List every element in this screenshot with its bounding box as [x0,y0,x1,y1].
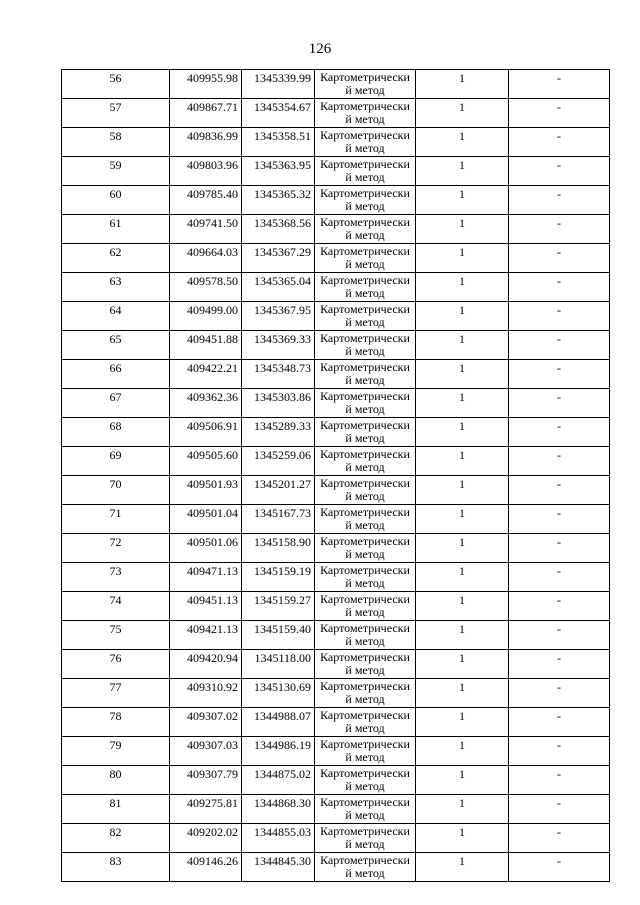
table-row [62,737,610,766]
method-line-1: Картометрически [320,418,410,432]
x-coordinate-cell: 409664.03 [170,244,242,273]
coordinates-table [61,69,610,882]
x-coordinate-cell: 409578.50 [170,273,242,302]
y-coordinate-cell: 1344845.30 [242,853,315,882]
method-cell [315,360,416,389]
method-cell [315,650,416,679]
accuracy-cell: 1 [416,621,509,650]
table-row [62,244,610,273]
table-row [62,621,610,650]
accuracy-cell: 1 [416,157,509,186]
table-row [62,186,610,215]
x-coordinate-cell: 409422.21 [170,360,242,389]
y-coordinate-cell: 1345365.04 [242,273,315,302]
method-line-1: Картометрически [320,157,410,171]
method-cell [315,418,416,447]
accuracy-cell: 1 [416,563,509,592]
point-number-cell: 71 [62,505,170,534]
accuracy-cell: 1 [416,99,509,128]
note-cell: - [509,737,610,766]
method-cell [315,389,416,418]
note-cell: - [509,331,610,360]
method-line-1: Картометрически [320,273,410,287]
table-row [62,302,610,331]
method-cell [315,795,416,824]
accuracy-cell: 1 [416,302,509,331]
method-line-1: Картометрически [320,592,410,606]
y-coordinate-cell: 1345358.51 [242,128,315,157]
note-cell: - [509,650,610,679]
method-cell [315,99,416,128]
note-cell: - [509,157,610,186]
method-cell [315,70,416,99]
y-coordinate-cell: 1345303.86 [242,389,315,418]
x-coordinate-cell: 409506.91 [170,418,242,447]
table-row [62,447,610,476]
y-coordinate-cell: 1345368.56 [242,215,315,244]
x-coordinate-cell: 409310.92 [170,679,242,708]
method-line-2: й метод [345,750,385,764]
x-coordinate-cell: 409275.81 [170,795,242,824]
method-cell [315,766,416,795]
method-line-1: Картометрически [320,302,410,316]
method-line-2: й метод [345,663,385,677]
accuracy-cell: 1 [416,389,509,418]
x-coordinate-cell: 409501.06 [170,534,242,563]
x-coordinate-cell: 409421.13 [170,621,242,650]
y-coordinate-cell: 1344855.03 [242,824,315,853]
point-number-cell: 58 [62,128,170,157]
method-line-1: Картометрически [320,679,410,693]
note-cell: - [509,389,610,418]
method-line-1: Картометрически [320,99,410,113]
note-cell: - [509,824,610,853]
note-cell: - [509,215,610,244]
table-row [62,99,610,128]
accuracy-cell: 1 [416,824,509,853]
method-line-2: й метод [345,605,385,619]
table-row [62,592,610,621]
accuracy-cell: 1 [416,505,509,534]
method-line-1: Картометрически [320,534,410,548]
x-coordinate-cell: 409955.98 [170,70,242,99]
table-row [62,534,610,563]
x-coordinate-cell: 409471.13 [170,563,242,592]
accuracy-cell: 1 [416,708,509,737]
x-coordinate-cell: 409803.96 [170,157,242,186]
note-cell: - [509,795,610,824]
point-number-cell: 79 [62,737,170,766]
note-cell: - [509,99,610,128]
y-coordinate-cell: 1345354.67 [242,99,315,128]
method-cell [315,331,416,360]
accuracy-cell: 1 [416,679,509,708]
y-coordinate-cell: 1345339.99 [242,70,315,99]
method-cell [315,447,416,476]
accuracy-cell: 1 [416,128,509,157]
x-coordinate-cell: 409451.88 [170,331,242,360]
method-line-1: Картометрически [320,708,410,722]
method-cell [315,157,416,186]
y-coordinate-cell: 1345167.73 [242,505,315,534]
method-cell [315,737,416,766]
table-row [62,360,610,389]
method-line-1: Картометрически [320,128,410,142]
accuracy-cell: 1 [416,592,509,621]
table-row [62,70,610,99]
note-cell: - [509,621,610,650]
accuracy-cell: 1 [416,766,509,795]
x-coordinate-cell: 409501.04 [170,505,242,534]
table-row [62,157,610,186]
x-coordinate-cell: 409420.94 [170,650,242,679]
x-coordinate-cell: 409867.71 [170,99,242,128]
y-coordinate-cell: 1345363.95 [242,157,315,186]
note-cell: - [509,563,610,592]
table-row [62,505,610,534]
method-line-1: Картометрически [320,795,410,809]
method-line-2: й метод [345,576,385,590]
method-line-1: Картометрически [320,244,410,258]
point-number-cell: 72 [62,534,170,563]
method-line-1: Картометрически [320,476,410,490]
y-coordinate-cell: 1345118.00 [242,650,315,679]
y-coordinate-cell: 1345365.32 [242,186,315,215]
method-cell [315,853,416,882]
method-line-1: Картометрически [320,650,410,664]
method-line-2: й метод [345,721,385,735]
note-cell: - [509,534,610,563]
method-line-2: й метод [345,199,385,213]
note-cell: - [509,418,610,447]
point-number-cell: 56 [62,70,170,99]
table-row [62,128,610,157]
x-coordinate-cell: 409501.93 [170,476,242,505]
point-number-cell: 70 [62,476,170,505]
point-number-cell: 80 [62,766,170,795]
method-line-2: й метод [345,344,385,358]
method-cell [315,679,416,708]
table-row [62,766,610,795]
note-cell: - [509,708,610,737]
x-coordinate-cell: 409836.99 [170,128,242,157]
point-number-cell: 78 [62,708,170,737]
x-coordinate-cell: 409202.02 [170,824,242,853]
note-cell: - [509,447,610,476]
accuracy-cell: 1 [416,737,509,766]
point-number-cell: 67 [62,389,170,418]
method-cell [315,563,416,592]
method-cell [315,505,416,534]
x-coordinate-cell: 409307.03 [170,737,242,766]
method-cell [315,592,416,621]
method-line-2: й метод [345,547,385,561]
method-line-1: Картометрически [320,766,410,780]
x-coordinate-cell: 409505.60 [170,447,242,476]
accuracy-cell: 1 [416,447,509,476]
y-coordinate-cell: 1345159.27 [242,592,315,621]
table-row [62,418,610,447]
table-row [62,476,610,505]
point-number-cell: 68 [62,418,170,447]
method-line-2: й метод [345,257,385,271]
note-cell: - [509,360,610,389]
table-row [62,273,610,302]
method-line-1: Картометрически [320,563,410,577]
point-number-cell: 73 [62,563,170,592]
accuracy-cell: 1 [416,215,509,244]
note-cell: - [509,244,610,273]
method-line-2: й метод [345,402,385,416]
method-line-2: й метод [345,866,385,880]
method-line-2: й метод [345,112,385,126]
note-cell: - [509,302,610,331]
method-line-2: й метод [345,83,385,97]
method-line-2: й метод [345,228,385,242]
table-row [62,389,610,418]
table-row [62,563,610,592]
method-line-2: й метод [345,837,385,851]
method-line-2: й метод [345,460,385,474]
point-number-cell: 83 [62,853,170,882]
y-coordinate-cell: 1344868.30 [242,795,315,824]
method-line-2: й метод [345,808,385,822]
method-line-1: Картометрически [320,360,410,374]
method-line-2: й метод [345,634,385,648]
y-coordinate-cell: 1345348.73 [242,360,315,389]
table-row [62,795,610,824]
y-coordinate-cell: 1344988.07 [242,708,315,737]
table-row [62,824,610,853]
x-coordinate-cell: 409307.79 [170,766,242,795]
note-cell: - [509,128,610,157]
method-cell [315,302,416,331]
coordinates-table-body [62,70,610,882]
method-line-2: й метод [345,489,385,503]
accuracy-cell: 1 [416,418,509,447]
y-coordinate-cell: 1344875.02 [242,766,315,795]
point-number-cell: 61 [62,215,170,244]
point-number-cell: 59 [62,157,170,186]
table-row [62,679,610,708]
method-line-2: й метод [345,141,385,155]
method-cell [315,215,416,244]
method-line-1: Картометрически [320,737,410,751]
method-line-1: Картометрически [320,70,410,84]
method-cell [315,534,416,563]
method-cell [315,128,416,157]
point-number-cell: 76 [62,650,170,679]
accuracy-cell: 1 [416,360,509,389]
accuracy-cell: 1 [416,476,509,505]
y-coordinate-cell: 1345369.33 [242,331,315,360]
method-cell [315,244,416,273]
method-line-2: й метод [345,779,385,793]
point-number-cell: 77 [62,679,170,708]
method-line-1: Картометрически [320,389,410,403]
method-line-2: й метод [345,315,385,329]
method-line-2: й метод [345,692,385,706]
note-cell: - [509,766,610,795]
x-coordinate-cell: 409362.36 [170,389,242,418]
method-line-1: Картометрически [320,331,410,345]
y-coordinate-cell: 1345130.69 [242,679,315,708]
x-coordinate-cell: 409307.02 [170,708,242,737]
y-coordinate-cell: 1345158.90 [242,534,315,563]
point-number-cell: 60 [62,186,170,215]
x-coordinate-cell: 409785.40 [170,186,242,215]
accuracy-cell: 1 [416,795,509,824]
method-line-2: й метод [345,518,385,532]
method-line-2: й метод [345,431,385,445]
accuracy-cell: 1 [416,853,509,882]
method-line-1: Картометрически [320,186,410,200]
table-row [62,215,610,244]
point-number-cell: 64 [62,302,170,331]
point-number-cell: 66 [62,360,170,389]
method-cell [315,186,416,215]
y-coordinate-cell: 1345159.40 [242,621,315,650]
accuracy-cell: 1 [416,331,509,360]
x-coordinate-cell: 409741.50 [170,215,242,244]
method-line-2: й метод [345,170,385,184]
accuracy-cell: 1 [416,186,509,215]
x-coordinate-cell: 409499.00 [170,302,242,331]
note-cell: - [509,70,610,99]
y-coordinate-cell: 1345289.33 [242,418,315,447]
y-coordinate-cell: 1345259.06 [242,447,315,476]
method-line-1: Картометрически [320,621,410,635]
point-number-cell: 75 [62,621,170,650]
point-number-cell: 63 [62,273,170,302]
accuracy-cell: 1 [416,650,509,679]
point-number-cell: 57 [62,99,170,128]
method-cell [315,476,416,505]
method-cell [315,621,416,650]
table-row [62,853,610,882]
method-cell [315,708,416,737]
accuracy-cell: 1 [416,244,509,273]
method-cell [315,273,416,302]
table-row [62,331,610,360]
method-line-1: Картометрически [320,447,410,461]
accuracy-cell: 1 [416,70,509,99]
page-number: 126 [308,41,332,57]
method-line-2: й метод [345,373,385,387]
method-line-2: й метод [345,286,385,300]
point-number-cell: 81 [62,795,170,824]
method-line-1: Картометрически [320,853,410,867]
method-cell [315,824,416,853]
note-cell: - [509,679,610,708]
note-cell: - [509,186,610,215]
note-cell: - [509,853,610,882]
table-row [62,708,610,737]
y-coordinate-cell: 1345159.19 [242,563,315,592]
accuracy-cell: 1 [416,273,509,302]
note-cell: - [509,476,610,505]
note-cell: - [509,273,610,302]
accuracy-cell: 1 [416,534,509,563]
note-cell: - [509,505,610,534]
table-row [62,650,610,679]
point-number-cell: 62 [62,244,170,273]
note-cell: - [509,592,610,621]
x-coordinate-cell: 409451.13 [170,592,242,621]
y-coordinate-cell: 1345367.29 [242,244,315,273]
point-number-cell: 69 [62,447,170,476]
method-line-1: Картометрически [320,505,410,519]
method-line-1: Картометрически [320,215,410,229]
y-coordinate-cell: 1345367.95 [242,302,315,331]
y-coordinate-cell: 1344986.19 [242,737,315,766]
point-number-cell: 82 [62,824,170,853]
y-coordinate-cell: 1345201.27 [242,476,315,505]
point-number-cell: 74 [62,592,170,621]
method-line-1: Картометрически [320,824,410,838]
point-number-cell: 65 [62,331,170,360]
x-coordinate-cell: 409146.26 [170,853,242,882]
